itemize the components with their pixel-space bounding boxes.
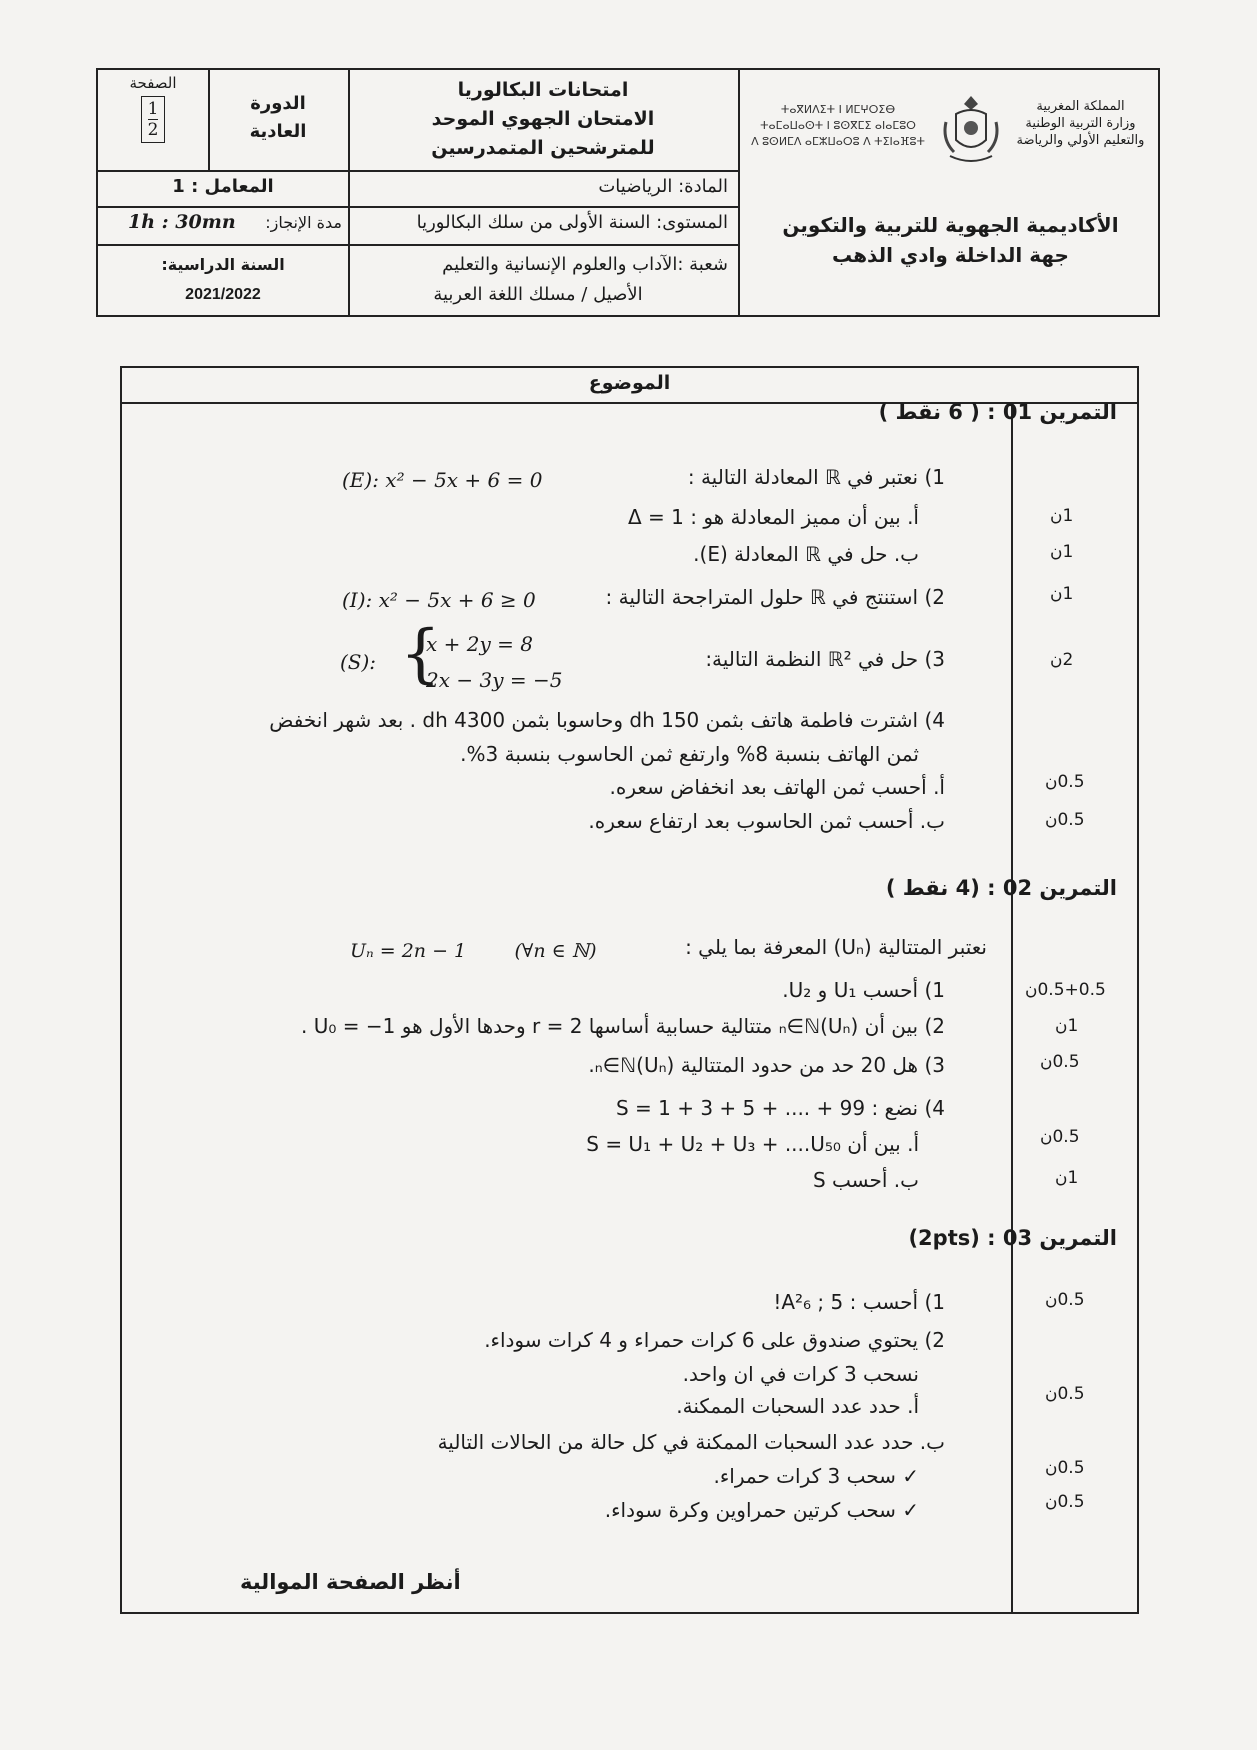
tifinagh-line3: ⴷ ⵓⵙⵍⵎⴷ ⴰⵎⵣⵡⴰⵔⵓ ⴷ ⵜⵉⵏⴰⴼⵓⵜ <box>751 135 925 148</box>
ex1-points-q3: 2ن <box>1050 650 1074 670</box>
session-line1: الدورة <box>250 93 306 114</box>
ex2-intro-equation: Uₙ = 2n − 1 (∀n ∈ ℕ) <box>350 940 597 962</box>
ex3-q2-line1: 2) يحتوي صندوق على 6 كرات حمراء و 4 كرات سوداء. <box>484 1328 945 1352</box>
academy-line2: جهة الداخلة وادي الذهب <box>832 243 1069 267</box>
ex2-q4a: أ. بين أن S = U₁ + U₂ + U₃ + ....U₅₀ <box>586 1132 919 1156</box>
academy-line1: الأكاديمية الجهوية للتربية والتكوين <box>782 213 1119 237</box>
ex1-points-q1a: 1ن <box>1050 506 1074 526</box>
next-page-note: أنظر الصفحة الموالية <box>240 1570 461 1594</box>
ex2-q2: 2) بين أن (Uₙ)ₙ∈ℕ متتالية حسابية أساسها r = 2 وحدها الأول هو U₀ = −1 . <box>301 1014 945 1038</box>
session-line2: العادية <box>249 121 307 142</box>
tifinagh-text <box>748 102 928 150</box>
coefficient: المعامل : 1 <box>172 176 274 197</box>
ex1-q4-line2: ثمن الهاتف بنسبة 8% وارتفع ثمن الحاسوب بنسبة 3%. <box>460 742 919 766</box>
exam-title-line3: للمترشحين المتمدرسين <box>431 137 655 159</box>
ex3-points-q1: 0.5ن <box>1045 1290 1085 1310</box>
system-label: (S): <box>340 650 377 674</box>
academy-name <box>748 210 1153 270</box>
ex1-points-q2: 1ن <box>1050 584 1074 604</box>
ex1-q4b: ب. أحسب ثمن الحاسوب بعد ارتفاع سعره. <box>588 809 945 833</box>
exercise1-title: التمرين 01 : ( 6 نقط ) <box>878 400 1117 424</box>
exam-header-table <box>96 68 1160 317</box>
exercise3-title: التمرين 03 : (2pts) <box>908 1226 1117 1250</box>
level: المستوى: السنة الأولى من سلك البكالوريا <box>416 212 728 233</box>
ex3-q2b-case1: ✓ سحب 3 كرات حمراء. <box>713 1464 919 1488</box>
ex2-points-q4b: 1ن <box>1055 1168 1079 1188</box>
ex2-q1: 1) أحسب U₁ و U₂. <box>782 978 945 1002</box>
ex3-points-q2b1: 0.5ن <box>1045 1458 1085 1478</box>
track-line1: شعبة :الآداب والعلوم الإنسانية والتعليم <box>442 254 728 275</box>
ex3-q2b-case2: ✓ سحب كرتين حمراوين وكرة سوداء. <box>604 1498 919 1522</box>
duration-value: 1h : 30mn <box>128 211 236 233</box>
exercise2-title: التمرين 02 : (4 نقط ) <box>885 876 1117 900</box>
page-number: 1 <box>147 99 159 119</box>
subject-title: الموضوع <box>588 372 671 394</box>
ex2-points-q4a: 0.5ن <box>1040 1127 1080 1147</box>
page-indicator <box>98 74 208 143</box>
ex2-intro: نعتبر المتتالية (Uₙ) المعرفة بما يلي : <box>685 935 987 959</box>
coat-of-arms-emblem <box>936 92 1006 172</box>
ex2-q3: 3) هل 20 حد من حدود المتتالية (Uₙ)ₙ∈ℕ. <box>588 1053 945 1077</box>
page-total: 2 <box>147 120 159 140</box>
ex1-q2: 2) استنتج في ℝ حلول المتراجحة التالية : <box>605 585 945 609</box>
year-value: 2021/2022 <box>185 286 261 303</box>
ex1-q3: 3) حل في ℝ² النظمة التالية: <box>705 647 945 671</box>
track <box>348 250 728 310</box>
ex1-points-q1b: 1ن <box>1050 542 1074 562</box>
ex2-points-q3: 0.5ن <box>1040 1052 1080 1072</box>
school-year <box>98 250 348 310</box>
page-label: الصفحة <box>129 74 177 92</box>
ministry-line3: والتعليم الأولي والرياضة <box>1016 133 1145 148</box>
tifinagh-line2: ⵜⴰⵎⴰⵡⴰⵙⵜ ⵏ ⵓⵙⴳⵎⵉ ⴰⵏⴰⵎⵓⵔ <box>760 119 916 132</box>
ministry-line1: المملكة المغربية <box>1036 99 1125 114</box>
ex3-points-q2b2: 0.5ن <box>1045 1492 1085 1512</box>
system-eq2: 2x − 3y = −5 <box>426 668 563 692</box>
ex1-points-q4b: 0.5ن <box>1045 810 1085 830</box>
ex3-q2a: أ. حدد عدد السحبات الممكنة. <box>676 1394 919 1418</box>
ex3-q2b: ب. حدد عدد السحبات الممكنة في كل حالة من الحالات التالية <box>437 1430 945 1454</box>
ex3-points-q2a: 0.5ن <box>1045 1384 1085 1404</box>
exam-title <box>348 76 738 163</box>
duration-label: مدة الإنجاز: <box>265 213 342 232</box>
ex1-q1: 1) نعتبر في ℝ المعادلة التالية : <box>687 465 945 489</box>
system-eq1: x + 2y = 8 <box>426 632 533 656</box>
ex1-q2-inequality: (I): x² − 5x + 6 ≥ 0 <box>342 588 536 612</box>
ex1-points-q4a: 0.5ن <box>1045 772 1085 792</box>
exam-body-frame <box>120 366 1139 1614</box>
ex1-q1a: أ. بين أن مميز المعادلة هو : Δ = 1 <box>627 505 919 529</box>
ex1-q1-equation: (E): x² − 5x + 6 = 0 <box>342 468 543 492</box>
ministry-line2: وزارة التربية الوطنية <box>1025 116 1136 131</box>
ministry-text <box>1003 98 1158 149</box>
tifinagh-line1: ⵜⴰⴳⵍⴷⵉⵜ ⵏ ⵍⵎⵖⵔⵉⴱ <box>780 103 896 116</box>
ex3-q2-line2: نسحب 3 كرات في ان واحد. <box>682 1362 919 1386</box>
subject: المادة: الرياضيات <box>598 176 728 197</box>
ex1-q4-line1: 4) اشترت فاطمة هاتف بثمن 150 dh وحاسوبا بثمن 4300 dh . بعد شهر انخفض <box>269 708 945 732</box>
ex2-q4b: ب. أحسب S <box>812 1168 919 1192</box>
ex3-q1: 1) أحسب : A²₆ ; 5! <box>773 1290 945 1314</box>
exam-title-line2: الامتحان الجهوي الموحد <box>431 108 655 130</box>
ex2-points-q1: 0.5+0.5ن <box>1025 980 1106 1000</box>
ex1-q4a: أ. أحسب ثمن الهاتف بعد انخفاض سعره. <box>609 775 945 799</box>
exam-title-line1: امتحانات البكالوريا <box>457 79 629 101</box>
ex2-q4: 4) نضع : S = 1 + 3 + 5 + .... + 99 <box>615 1096 945 1120</box>
track-line2: الأصيل / مسلك اللغة العربية <box>433 284 643 305</box>
year-label: السنة الدراسية: <box>161 255 285 274</box>
ex2-points-q2: 1ن <box>1055 1016 1079 1036</box>
ex1-q1b: ب. حل في ℝ المعادلة (E). <box>693 542 919 566</box>
session-cell <box>208 90 348 146</box>
